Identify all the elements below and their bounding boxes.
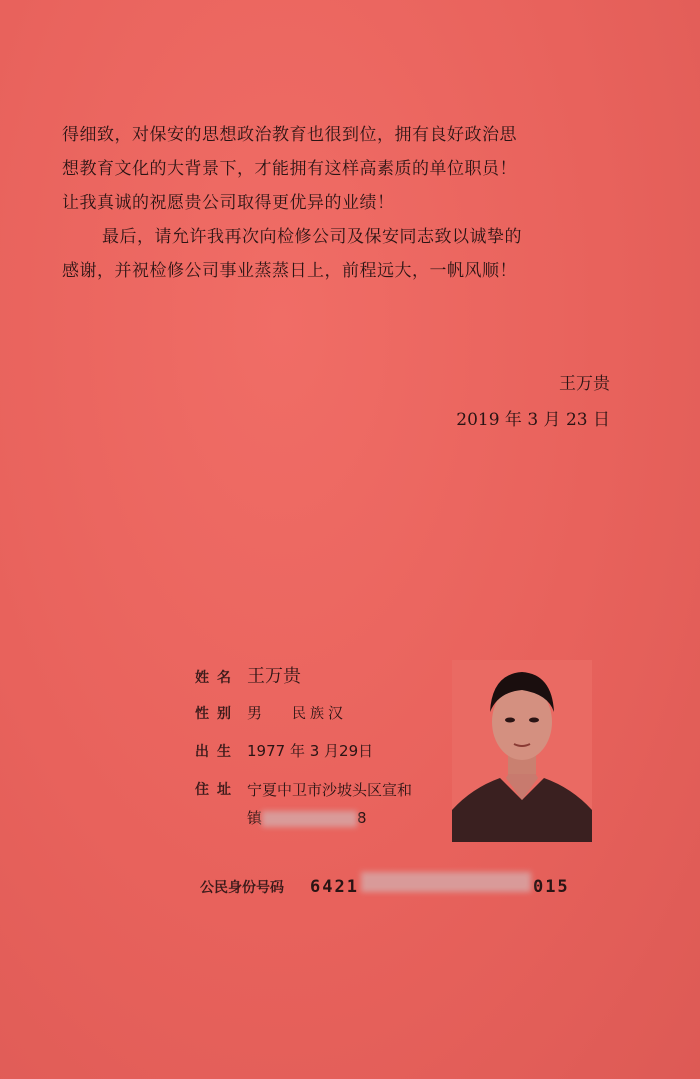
id-number-suffix: 015	[532, 877, 570, 897]
id-address-row	[195, 776, 437, 832]
letter-line: 让我真诚的祝愿贵公司取得更优异的业绩！	[62, 193, 395, 213]
id-number-prefix: 6421	[310, 877, 359, 897]
signature-block	[456, 366, 610, 438]
id-sex-label: 性别	[195, 706, 239, 722]
id-ethnicity-value: 汉	[328, 704, 344, 722]
id-ethnicity-label: 民族	[292, 706, 329, 722]
id-address-value	[247, 776, 437, 832]
letter-line: 想教育文化的大背景下，才能拥有这样高素质的单位职员！	[62, 159, 517, 179]
id-number-label: 公民身份号码	[200, 880, 284, 896]
signature-name: 王万贵	[559, 374, 610, 394]
id-sex-row	[195, 702, 343, 723]
id-number-row	[200, 872, 570, 897]
redaction-blur	[262, 811, 357, 827]
id-address-label: 住址	[195, 782, 239, 798]
id-birth-label: 出生	[195, 744, 239, 760]
id-address-line2-start: 镇	[247, 809, 263, 827]
signature-date: 2019 年 3 月 23 日	[456, 410, 610, 430]
letter-body	[62, 118, 622, 288]
id-address-line2-end: 8	[357, 809, 367, 827]
id-birth-value: 1977 年 3 月29日	[247, 742, 374, 760]
letter-line: 感谢，并祝检修公司事业蒸蒸日上，前程远大，一帆风顺！	[62, 261, 517, 281]
id-photo	[452, 660, 592, 842]
id-address-line2	[247, 804, 437, 832]
redaction-blur	[361, 872, 531, 892]
id-name-label: 姓名	[195, 670, 239, 686]
id-address-line1: 宁夏中卫市沙坡头区宣和	[247, 781, 413, 799]
letter-line: 得细致，对保安的思想政治教育也很到位，拥有良好政治思	[62, 125, 517, 145]
id-name-value: 王万贵	[247, 666, 301, 687]
id-name-row	[195, 662, 301, 688]
id-sex-value: 男	[247, 704, 263, 722]
letter-line: 最后，请允许我再次向检修公司及保安同志致以诚挚的	[102, 227, 522, 247]
id-birth-row	[195, 740, 373, 761]
